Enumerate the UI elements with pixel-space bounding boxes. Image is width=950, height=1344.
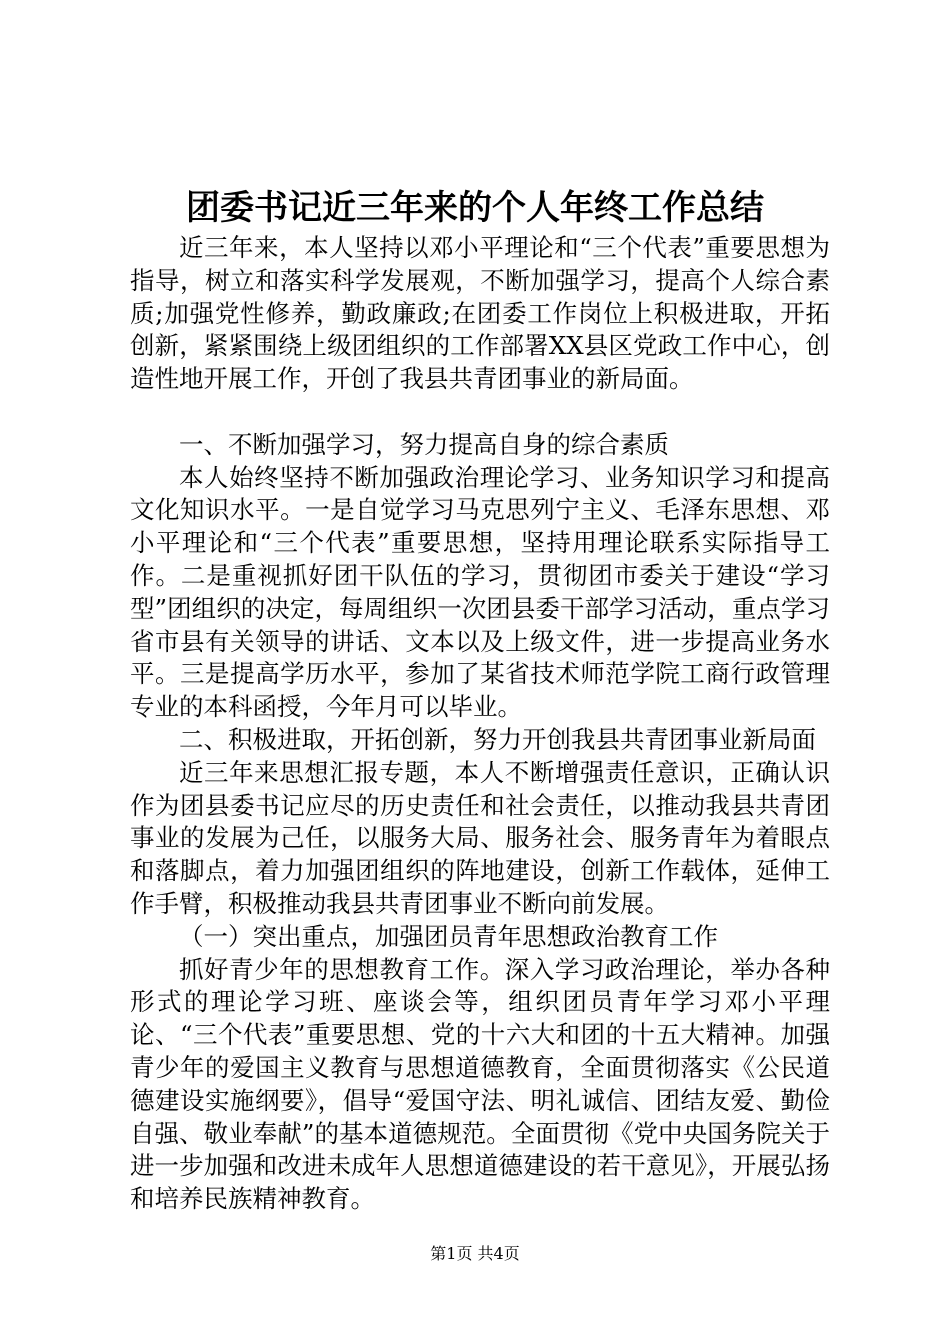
section-1-paragraph: 本人始终坚持不断加强政治理论学习、业务知识学习和提高文化知识水平。一是自觉学习马克思列宁主义、毛泽东思想、邓小平理论和“三个代表”重要思想，坚持用理论联系实际指导工作。二是重视抓好团干队伍的学习，贯彻团市委关于建设“学习型”团组织的决定，每周组织一次团县委干部学习活动，重点学习省市县有关领导的讲话、文本以及上级文件，进一步提高业务水平。三是提高学历水平，参加了某省技术师范学院工商行政管理专业的本科函授，今年月可以毕业。 (130, 462, 830, 722)
section-2-paragraph: 近三年来思想汇报专题，本人不断增强责任意识，正确认识作为团县委书记应尽的历史责任和社会责任，以推动我县共青团事业的发展为己任，以服务大局、服务社会、服务青年为着眼点和落脚点，着力加强团组织的阵地建设，创新工作载体，延伸工作手臂，积极推动我县共青团事业不断向前发展。 (130, 757, 830, 918)
document-body (130, 232, 830, 1216)
section-heading-2: 二、积极进取，开拓创新，努力开创我县共青团事业新局面 (179, 724, 816, 754)
page-footer: 第1页 共4页 (430, 1244, 520, 1263)
subsection-1-paragraph: 抓好青少年的思想教育工作。深入学习政治理论，举办各种形式的理论学习班、座谈会等，组织团员青年学习邓小平理论、“三个代表”重要思想、党的十六大和团的十五大精神。加强青少年的爱国主义教育与思想道德教育，全面贯彻落实《公民道德建设实施纲要》，倡导“爱国守法、明礼诚信、团结友爱、勤俭自强、敬业奉献”的基本道德规范。全面贯彻《党中央国务院关于进一步加强和改进未成年人思想道德建设的若干意见》，开展弘扬和培养民族精神教育。 (130, 954, 830, 1214)
section-heading-1: 一、不断加强学习，努力提高自身的综合素质 (179, 429, 669, 459)
document-title: 团委书记近三年来的个人年终工作总结 (186, 188, 764, 228)
subsection-heading-1: （一）突出重点，加强团员青年思想政治教育工作 (179, 921, 718, 951)
intro-paragraph: 近三年来，本人坚持以邓小平理论和“三个代表”重要思想为指导，树立和落实科学发展观，不断加强学习，提高个人综合素质;加强党性修养，勤政廉政;在团委工作岗位上积极进取，开拓创新，紧紧围绕上级团组织的工作部署XX县区党政工作中心，创造性地开展工作，开创了我县共青团事业的新局面。 (130, 233, 830, 394)
paragraph-gap (130, 396, 830, 429)
